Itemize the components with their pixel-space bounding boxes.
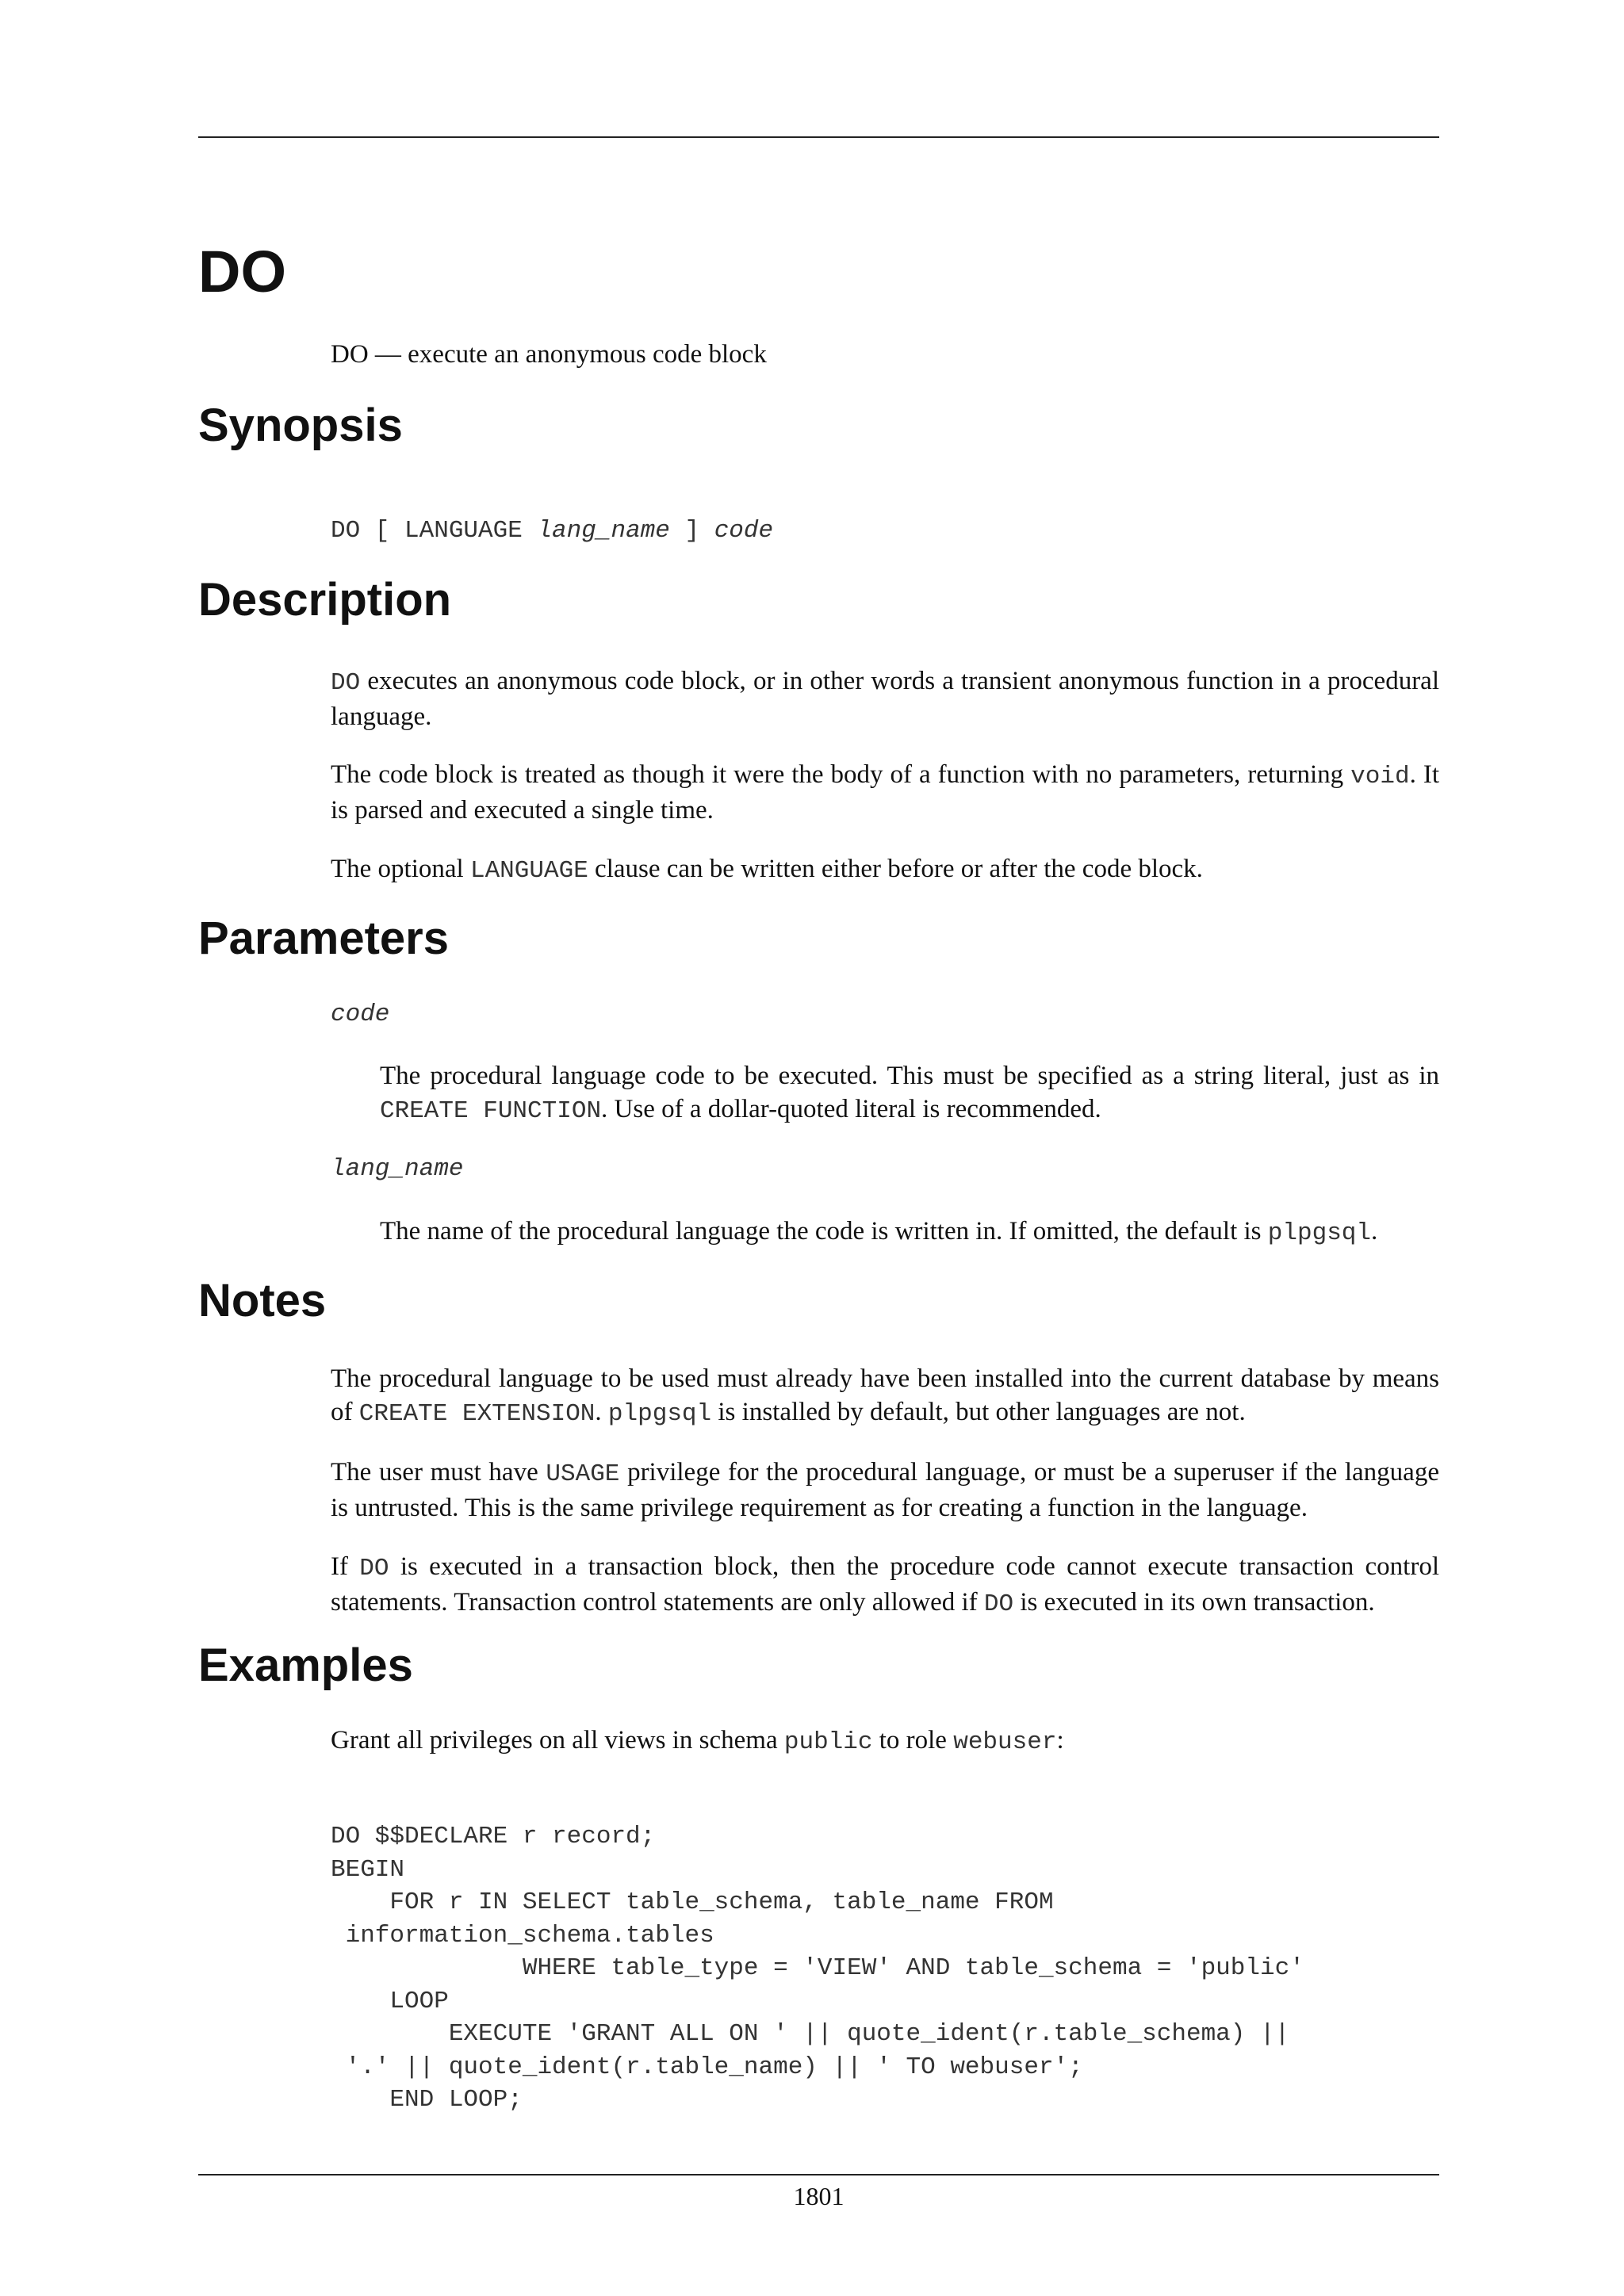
param-def-code: [380, 1059, 1439, 1128]
webuser-literal: webuser: [953, 1728, 1057, 1756]
public-literal: public: [783, 1728, 873, 1756]
void-literal: void: [1350, 763, 1410, 790]
examples-intro: [331, 1724, 1439, 1759]
synopsis-middle: ]: [669, 517, 714, 545]
param-def-lang-name: [380, 1215, 1439, 1250]
examples-intro-a: Grant all privileges on all views in schema: [331, 1726, 784, 1755]
description-paragraph-2: [331, 758, 1439, 827]
synopsis-block: [331, 517, 773, 545]
notes-text-2a: The user must have: [331, 1458, 546, 1487]
notes-paragraph-2: [331, 1456, 1439, 1525]
description-paragraph-1: [331, 664, 1439, 733]
cmd-do: DO: [331, 669, 361, 697]
footer-rule: [198, 2174, 1439, 2175]
notes-text-3b: is executed in a transaction block, then the procedure code cannot execute transaction control statements. Transaction control statements are only allowed if: [331, 1552, 1439, 1617]
synopsis-lang-name: lang_name: [537, 517, 670, 545]
plpgsql-literal-notes: plpgsql: [607, 1400, 712, 1428]
refpurpose: DO — execute an anonymous code block: [331, 340, 767, 369]
synopsis-heading: Synopsis: [198, 400, 403, 451]
example-code-block: DO $$DECLARE r record; BEGIN FOR r IN SELECT table_schema, table_name FROM information_schema.tables WHERE table_type = 'VIEW' AND table_schema = 'public' LOOP EXECUTE 'GRANT ALL ON ' || quote_ident(r.table_schema) || '.' || quote_ident(r.table_name) || ' TO webuser'; END LOOP;: [331, 1823, 1304, 2114]
description-heading: Description: [198, 574, 452, 626]
synopsis-prefix: DO [ LANGUAGE: [331, 517, 538, 545]
param-def-lang-after: .: [1371, 1217, 1378, 1246]
examples-heading: Examples: [198, 1640, 413, 1691]
description-text-3a: The optional: [331, 855, 470, 883]
create-function-literal: CREATE FUNCTION: [380, 1097, 602, 1125]
param-def-code-text: The procedural language code to be executed. This must be specified as a string literal, just as in: [380, 1062, 1439, 1090]
page-title: DO: [198, 239, 286, 304]
description-text-2b: . It is parsed and executed a single time.: [331, 760, 1439, 825]
plpgsql-literal: plpgsql: [1267, 1219, 1372, 1247]
description-text-1: executes an anonymous code block, or in other words a transient anonymous function in a procedural language.: [331, 667, 1439, 731]
description-text-2: The code block is treated as though it were the body of a function with no parameters, returning: [331, 760, 1351, 789]
description-paragraph-3: [331, 852, 1439, 888]
param-def-code-after: . Use of a dollar-quoted literal is recommended.: [601, 1095, 1101, 1123]
notes-text-1c: is installed by default, but other languages are not.: [711, 1398, 1246, 1426]
usage-literal: USAGE: [546, 1460, 620, 1488]
create-extension-literal: CREATE EXTENSION: [358, 1400, 596, 1428]
notes-text-1b: .: [595, 1398, 608, 1426]
notes-text-2b: privilege for the procedural language, or must be a superuser if the language is untrusted. This is the same privilege requirement as for creating a function in the language.: [331, 1458, 1439, 1522]
notes-text-3c: is executed in its own transaction.: [1013, 1588, 1375, 1617]
description-text-3b: clause can be written either before or after the code block.: [588, 855, 1203, 883]
do-literal-2: DO: [983, 1590, 1014, 1618]
notes-paragraph-1: [331, 1362, 1439, 1431]
param-def-lang-text: The name of the procedural language the code is written in. If omitted, the default is: [380, 1217, 1268, 1246]
parameters-heading: Parameters: [198, 913, 449, 964]
page-number: 1801: [793, 2182, 845, 2210]
param-term-code: code: [331, 1001, 390, 1028]
examples-intro-b: to role: [872, 1726, 954, 1755]
notes-text-1a: The procedural language to be used must already have been installed into the current database by means of: [331, 1364, 1439, 1426]
header-rule: [198, 136, 1439, 138]
param-term-lang-name: lang_name: [331, 1155, 464, 1183]
language-keyword: LANGUAGE: [469, 857, 588, 885]
synopsis-code: code: [714, 517, 774, 545]
notes-heading: Notes: [198, 1275, 327, 1326]
notes-paragraph-3: [331, 1550, 1439, 1621]
examples-intro-c: :: [1056, 1726, 1064, 1755]
do-literal-1: DO: [359, 1555, 389, 1582]
notes-text-3a: If: [331, 1552, 360, 1581]
